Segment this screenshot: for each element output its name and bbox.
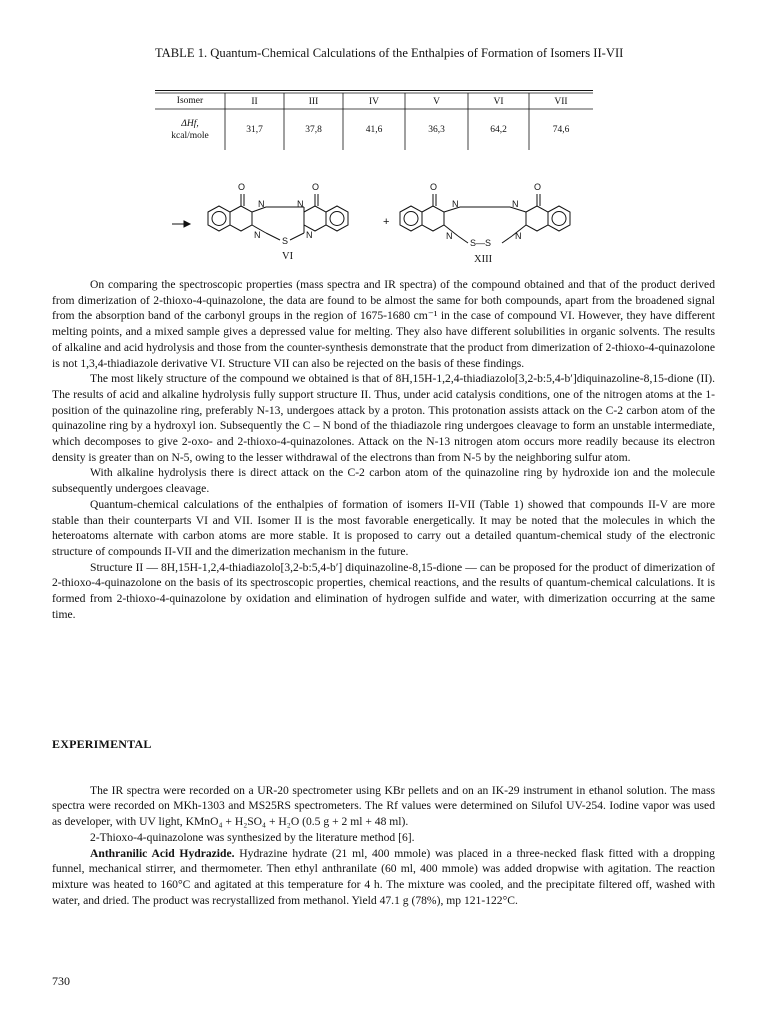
atom-label: O — [312, 182, 320, 192]
reaction-scheme — [170, 180, 590, 270]
paragraph: With alkaline hydrolysis there is direct attack on the C-2 carbon atom of the quinazoline ring by hydroxide ion and the molecule subsequently undergoes cleavage. — [52, 466, 715, 496]
paragraph: 2-Thioxo-4-quinazolone was synthesized by the literature method [6]. — [90, 830, 415, 844]
plus-sign: + — [383, 216, 390, 228]
atom-label: N — [258, 199, 265, 209]
atom-label: S—S — [470, 238, 492, 248]
table-cell: 74,6 — [552, 125, 570, 135]
paragraph: Structure II — 8H,15H-1,2,4-thiadiazolo[3,2-b:5,4-b′] diquinazoline-8,15-dione — can be proposed for the product of dimerization of 2-thioxo-4-quinazolone on the basis of its spectroscopic properties, chemical reactions, and the results of quantum-chemical calculations. It is formed from 2-thioxo-4-quinazolone by oxidation and elimination of hydrogen sulfide and water, with dimerization occurring at the same time. — [52, 560, 715, 621]
table-cell: 41,6 — [365, 125, 383, 135]
table-row-label: ΔHf, — [181, 119, 199, 129]
table-title: TABLE 1. Quantum-Chemical Calculations of the Enthalpies of Formation of Isomers II-VII — [155, 46, 624, 60]
table-col-header: III — [308, 97, 319, 107]
paragraph: On comparing the spectroscopic properties (mass spectra and IR spectra) of the compound obtained and that of the product derived from dimerization of 2-thioxo-4-quinazolone, the data are found to be almost the same for both compounds, apart from the broadened signal from the absorption band of the carbonyl groups in the region of 1675-1680 cm⁻¹ in the case of compound VI. However, they have different melting points, and a mixed sample gives a depressed value for melting. They also have different solubilities in organic solvents. The results of alkaline and acid hydrolysis and those from the counter-synthesis demonstrate that the product from dimerization of 2-thioxo-4-quinazolone is not 1,3,4-thiadiazole derivative VI. Structure VII can also be rejected on the basis of these findings. — [52, 278, 715, 370]
paragraph: The IR spectra were recorded on a UR-20 spectrometer using KBr pellets and on an IK-29 instrument in ethanol solution. The mass spectra were recorded on MKh-1303 and MS25RS spectrometers. The Rf values were determined on Silufol UV-254. Iodine vapor was used as developer, with UV light, KMnO₄ + H₂SO₄ + H₂O (0.5 g + 2 ml + 48 ml). — [52, 783, 715, 829]
paragraph: The most likely structure of the compound we obtained is that of 8H,15H-1,2,4-thiadiazolo[3,2-b:5,4-b′]diquinazoline-8,15-dione (II). The results of acid and alkaline hydrolysis fully support structure II. Thus, under acid catalysis conditions, one of the nitrogen atoms at the 1-position of the quinazoline ring, preferably N-13, undergoes attack by a proton. This protonation assists attack on the C-2 carbon atom of the quinazoline ring by a hydroxyl ion. Subsequently the C – N bond of the thiadiazole ring undergoes cleavage to form an unstable intermediate, which decomposes to give 2-oxo- and 2-thioxo-4-quinazolones. Attack on the N-13 nitrogen atom occurs more readily because its electron density is greater than on N-5, owing to the lesser withdrawal of the electrons than from N-5 by the neighboring sulfur atom. — [52, 372, 715, 464]
table-cell: 37,8 — [305, 125, 322, 135]
table-row-unit: kcal/mole — [171, 131, 209, 141]
table-cell: 64,2 — [490, 125, 507, 135]
body-text — [52, 277, 715, 622]
table-col-header: VII — [554, 97, 568, 107]
atom-label: N — [446, 231, 453, 241]
table-header-label: Isomer — [176, 96, 204, 106]
table-cell: 36,3 — [428, 125, 445, 135]
page-number: 730 — [52, 974, 70, 988]
compound-label-xiii: XIII — [474, 254, 493, 265]
atom-label: N — [297, 199, 304, 209]
atom-label: N — [452, 199, 459, 209]
atom-label: N — [512, 199, 519, 209]
atom-label: O — [430, 182, 438, 192]
atom-label: N — [254, 230, 261, 240]
table-col-header: V — [433, 97, 440, 107]
paragraph — [52, 846, 715, 909]
structure-drawing — [170, 180, 590, 270]
table-col-header: VI — [493, 97, 504, 107]
atom-label: O — [238, 182, 246, 192]
section-heading: EXPERIMENTAL — [52, 737, 152, 751]
subsection-title: Anthranilic Acid Hydrazide. — [90, 846, 235, 860]
paragraph: Quantum-chemical calculations of the enthalpies of formation of isomers II-VII (Table 1) showed that compounds II-V are more stable than their counterparts VI and VII. Isomer II is the most favorable energetically. It may be noted that the molecules in which the heteroatoms alternate with carbon atoms are more stable. It is proposed to carry out a detailed quantum-chemical study of the electronic structure of compounds II-VII and the dimerization mechanism in the future. — [52, 497, 715, 558]
atom-label: O — [534, 182, 542, 192]
atom-label: N — [515, 231, 522, 241]
experimental-section — [52, 737, 715, 908]
compound-label-vi: VI — [282, 251, 294, 262]
table-col-header: IV — [368, 97, 380, 107]
table-col-header: II — [251, 97, 258, 107]
isomer-table — [155, 90, 593, 150]
atom-label: N — [306, 230, 313, 240]
paragraph-body: Hydrazine hydrate (21 ml, 400 mmole) was placed in a three-necked flask fitted with a dropping funnel, mechanical stirrer, and thermometer. Then ethyl anthranilate (60 ml, 400 mmole) was added dropwise with agitation. The reaction mixture was heated to 160°C and agitated at this temperature for 4 h. The mixture was cooled, and the precipitate filtered off, washed with water, and dried. The product was recrystallized from methanol. Yield 47.1 g (78%), mp 121-122°C. — [52, 846, 715, 907]
atom-label: S — [282, 236, 289, 246]
table-cell: 31,7 — [246, 125, 263, 135]
